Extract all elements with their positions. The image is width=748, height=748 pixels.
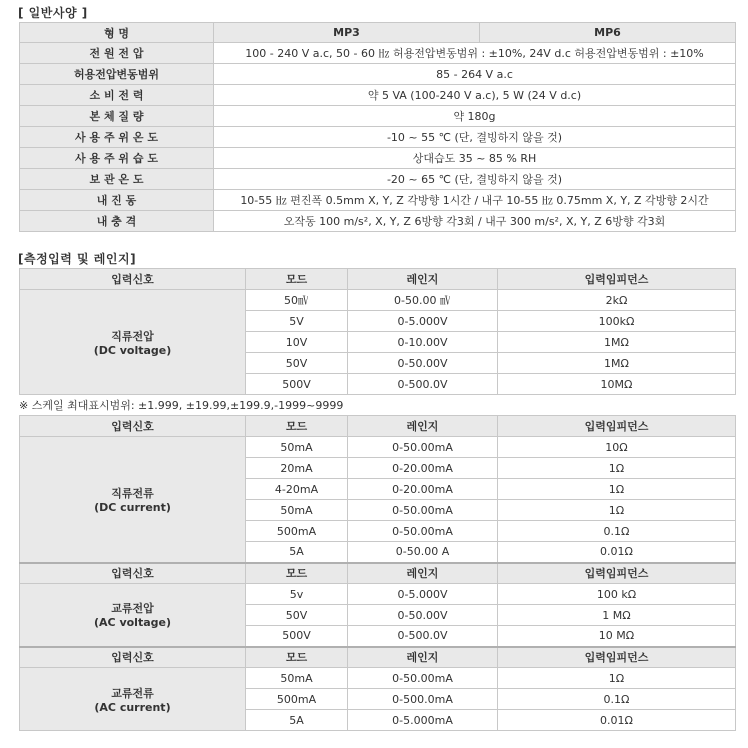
impedance-cell: 100kΩ	[498, 311, 736, 332]
mode-cell: 4-20mA	[246, 479, 348, 500]
col-signal: 입력신호	[20, 647, 246, 668]
signal-name: 교류전류	[111, 686, 154, 700]
spec-value: 약 5 VA (100-240 V a.c), 5 W (24 V d.c)	[214, 85, 736, 106]
range-cell: 0-5.000mA	[348, 710, 498, 731]
spec-value: 85 - 264 V a.c	[214, 64, 736, 85]
range-cell: 0-50.00mA	[348, 437, 498, 458]
mode-cell: 500V	[246, 626, 348, 647]
column-header-row	[20, 269, 736, 290]
measure-title: [측정입력 및 레인지]	[18, 252, 137, 266]
range-cell: 0-50.00V	[348, 353, 498, 374]
mode-cell: 10V	[246, 332, 348, 353]
model-label: 형 명	[20, 23, 214, 43]
col-range: 레인지	[348, 269, 498, 290]
mode-cell: 50mA	[246, 500, 348, 521]
spec-label: 사 용 주 위 온 도	[20, 127, 214, 148]
signal-cell	[20, 290, 246, 395]
spec-row-consumption	[20, 85, 736, 106]
range-cell: 0-20.00mA	[348, 458, 498, 479]
impedance-cell: 1Ω	[498, 479, 736, 500]
table-row	[20, 668, 736, 689]
col-mode: 모드	[246, 563, 348, 584]
col-signal: 입력신호	[20, 269, 246, 290]
mode-cell: 500mA	[246, 521, 348, 542]
impedance-cell: 1Ω	[498, 500, 736, 521]
spec-row-shock	[20, 211, 736, 232]
general-header-row	[20, 23, 736, 43]
signal-sub: (DC voltage)	[93, 343, 172, 357]
spec-row-voltage-range	[20, 64, 736, 85]
range-cell: 0-20.00mA	[348, 479, 498, 500]
signal-name: 직류전류	[111, 486, 154, 500]
spec-label: 내 충 격	[20, 211, 214, 232]
mode-cell: 50㎷	[246, 290, 348, 311]
range-cell: 0-50.00mA	[348, 668, 498, 689]
model-mp6: MP6	[480, 23, 736, 43]
spec-value: 오작동 100 m/s², X, Y, Z 6방향 각3회 / 내구 300 m/s², X, Y, Z 6방향 각3회	[214, 211, 736, 232]
range-cell: 0-10.00V	[348, 332, 498, 353]
impedance-cell: 1 MΩ	[498, 605, 736, 626]
general-spec-title: [ 일반사양 ]	[18, 6, 88, 20]
impedance-cell: 1MΩ	[498, 353, 736, 374]
impedance-cell: 0.01Ω	[498, 710, 736, 731]
table-row	[20, 437, 736, 458]
mode-cell: 500mA	[246, 689, 348, 710]
range-cell: 0-50.00mA	[348, 521, 498, 542]
spec-label: 허용전압변동범위	[20, 64, 214, 85]
impedance-cell: 1MΩ	[498, 332, 736, 353]
col-range: 레인지	[348, 647, 498, 668]
range-cell: 0-5.000V	[348, 584, 498, 605]
column-header-row	[20, 416, 736, 437]
col-impedance: 입력임피던스	[498, 416, 736, 437]
spec-label: 보 관 온 도	[20, 169, 214, 190]
signal-cell	[20, 584, 246, 647]
model-mp3: MP3	[214, 23, 480, 43]
range-cell: 0-5.000V	[348, 311, 498, 332]
range-cell: 0-500.0V	[348, 374, 498, 395]
range-cell: 0-500.0V	[348, 626, 498, 647]
mode-cell: 50mA	[246, 668, 348, 689]
col-impedance: 입력임피던스	[498, 269, 736, 290]
signal-sub: (AC current)	[94, 700, 171, 714]
col-range: 레인지	[348, 416, 498, 437]
mode-cell: 50V	[246, 353, 348, 374]
column-header-row	[20, 563, 736, 584]
mode-cell: 50mA	[246, 437, 348, 458]
spec-value: 100 - 240 V a.c, 50 - 60 ㎐ 허용전압변동범위 : ±10%, 24V d.c 허용전압변동범위 : ±10%	[214, 43, 736, 64]
scale-note: ※ 스케일 최대표시범위: ±1.999, ±19.99,±199.9,-1999~9999	[19, 399, 344, 412]
spec-value: 상대습도 35 ~ 85 % RH	[214, 148, 736, 169]
spec-value: 약 180g	[214, 106, 736, 127]
spec-value: -10 ~ 55 ℃ (단, 결빙하지 않을 것)	[214, 127, 736, 148]
spec-row-vibration	[20, 190, 736, 211]
col-range: 레인지	[348, 563, 498, 584]
impedance-cell: 0.01Ω	[498, 542, 736, 563]
signal-cell	[20, 668, 246, 731]
spec-label: 내 진 동	[20, 190, 214, 211]
range-cell: 0-50.00mA	[348, 500, 498, 521]
spec-label: 본 체 질 량	[20, 106, 214, 127]
range-cell: 0-50.00 A	[348, 542, 498, 563]
impedance-cell: 10 MΩ	[498, 626, 736, 647]
spec-row-storage-temp	[20, 169, 736, 190]
impedance-cell: 1Ω	[498, 668, 736, 689]
current-ac-table	[19, 415, 736, 731]
signal-cell	[20, 437, 246, 563]
signal-sub: (DC current)	[94, 500, 171, 514]
range-cell: 0-500.0mA	[348, 689, 498, 710]
mode-cell: 50V	[246, 605, 348, 626]
col-impedance: 입력임피던스	[498, 563, 736, 584]
spec-label: 소 비 전 력	[20, 85, 214, 106]
col-mode: 모드	[246, 269, 348, 290]
dc-voltage-table	[19, 268, 736, 395]
table-row	[20, 584, 736, 605]
col-mode: 모드	[246, 647, 348, 668]
impedance-cell: 10Ω	[498, 437, 736, 458]
mode-cell: 5v	[246, 584, 348, 605]
spec-row-weight	[20, 106, 736, 127]
spec-row-humidity	[20, 148, 736, 169]
signal-name: 직류전압	[111, 329, 154, 343]
col-mode: 모드	[246, 416, 348, 437]
spec-label: 사 용 주 위 습 도	[20, 148, 214, 169]
col-impedance: 입력임피던스	[498, 647, 736, 668]
spec-row-temperature	[20, 127, 736, 148]
mode-cell: 5A	[246, 542, 348, 563]
impedance-cell: 10MΩ	[498, 374, 736, 395]
spec-label: 전 원 전 압	[20, 43, 214, 64]
range-cell: 0-50.00 ㎷	[348, 290, 498, 311]
range-cell: 0-50.00V	[348, 605, 498, 626]
col-signal: 입력신호	[20, 563, 246, 584]
impedance-cell: 100 kΩ	[498, 584, 736, 605]
general-spec-table	[19, 22, 736, 232]
spec-value: 10-55 ㎐ 편진폭 0.5mm X, Y, Z 각방향 1시간 / 내구 10-55 ㎐ 0.75mm X, Y, Z 각방향 2시간	[214, 190, 736, 211]
impedance-cell: 1Ω	[498, 458, 736, 479]
spec-value: -20 ~ 65 ℃ (단, 결빙하지 않을 것)	[214, 169, 736, 190]
impedance-cell: 0.1Ω	[498, 521, 736, 542]
mode-cell: 500V	[246, 374, 348, 395]
table-row	[20, 290, 736, 311]
column-header-row	[20, 647, 736, 668]
col-signal: 입력신호	[20, 416, 246, 437]
impedance-cell: 2kΩ	[498, 290, 736, 311]
mode-cell: 5A	[246, 710, 348, 731]
mode-cell: 20mA	[246, 458, 348, 479]
mode-cell: 5V	[246, 311, 348, 332]
impedance-cell: 0.1Ω	[498, 689, 736, 710]
signal-sub: (AC voltage)	[94, 616, 171, 630]
spec-row-power	[20, 43, 736, 64]
signal-name: 교류전압	[111, 602, 154, 616]
